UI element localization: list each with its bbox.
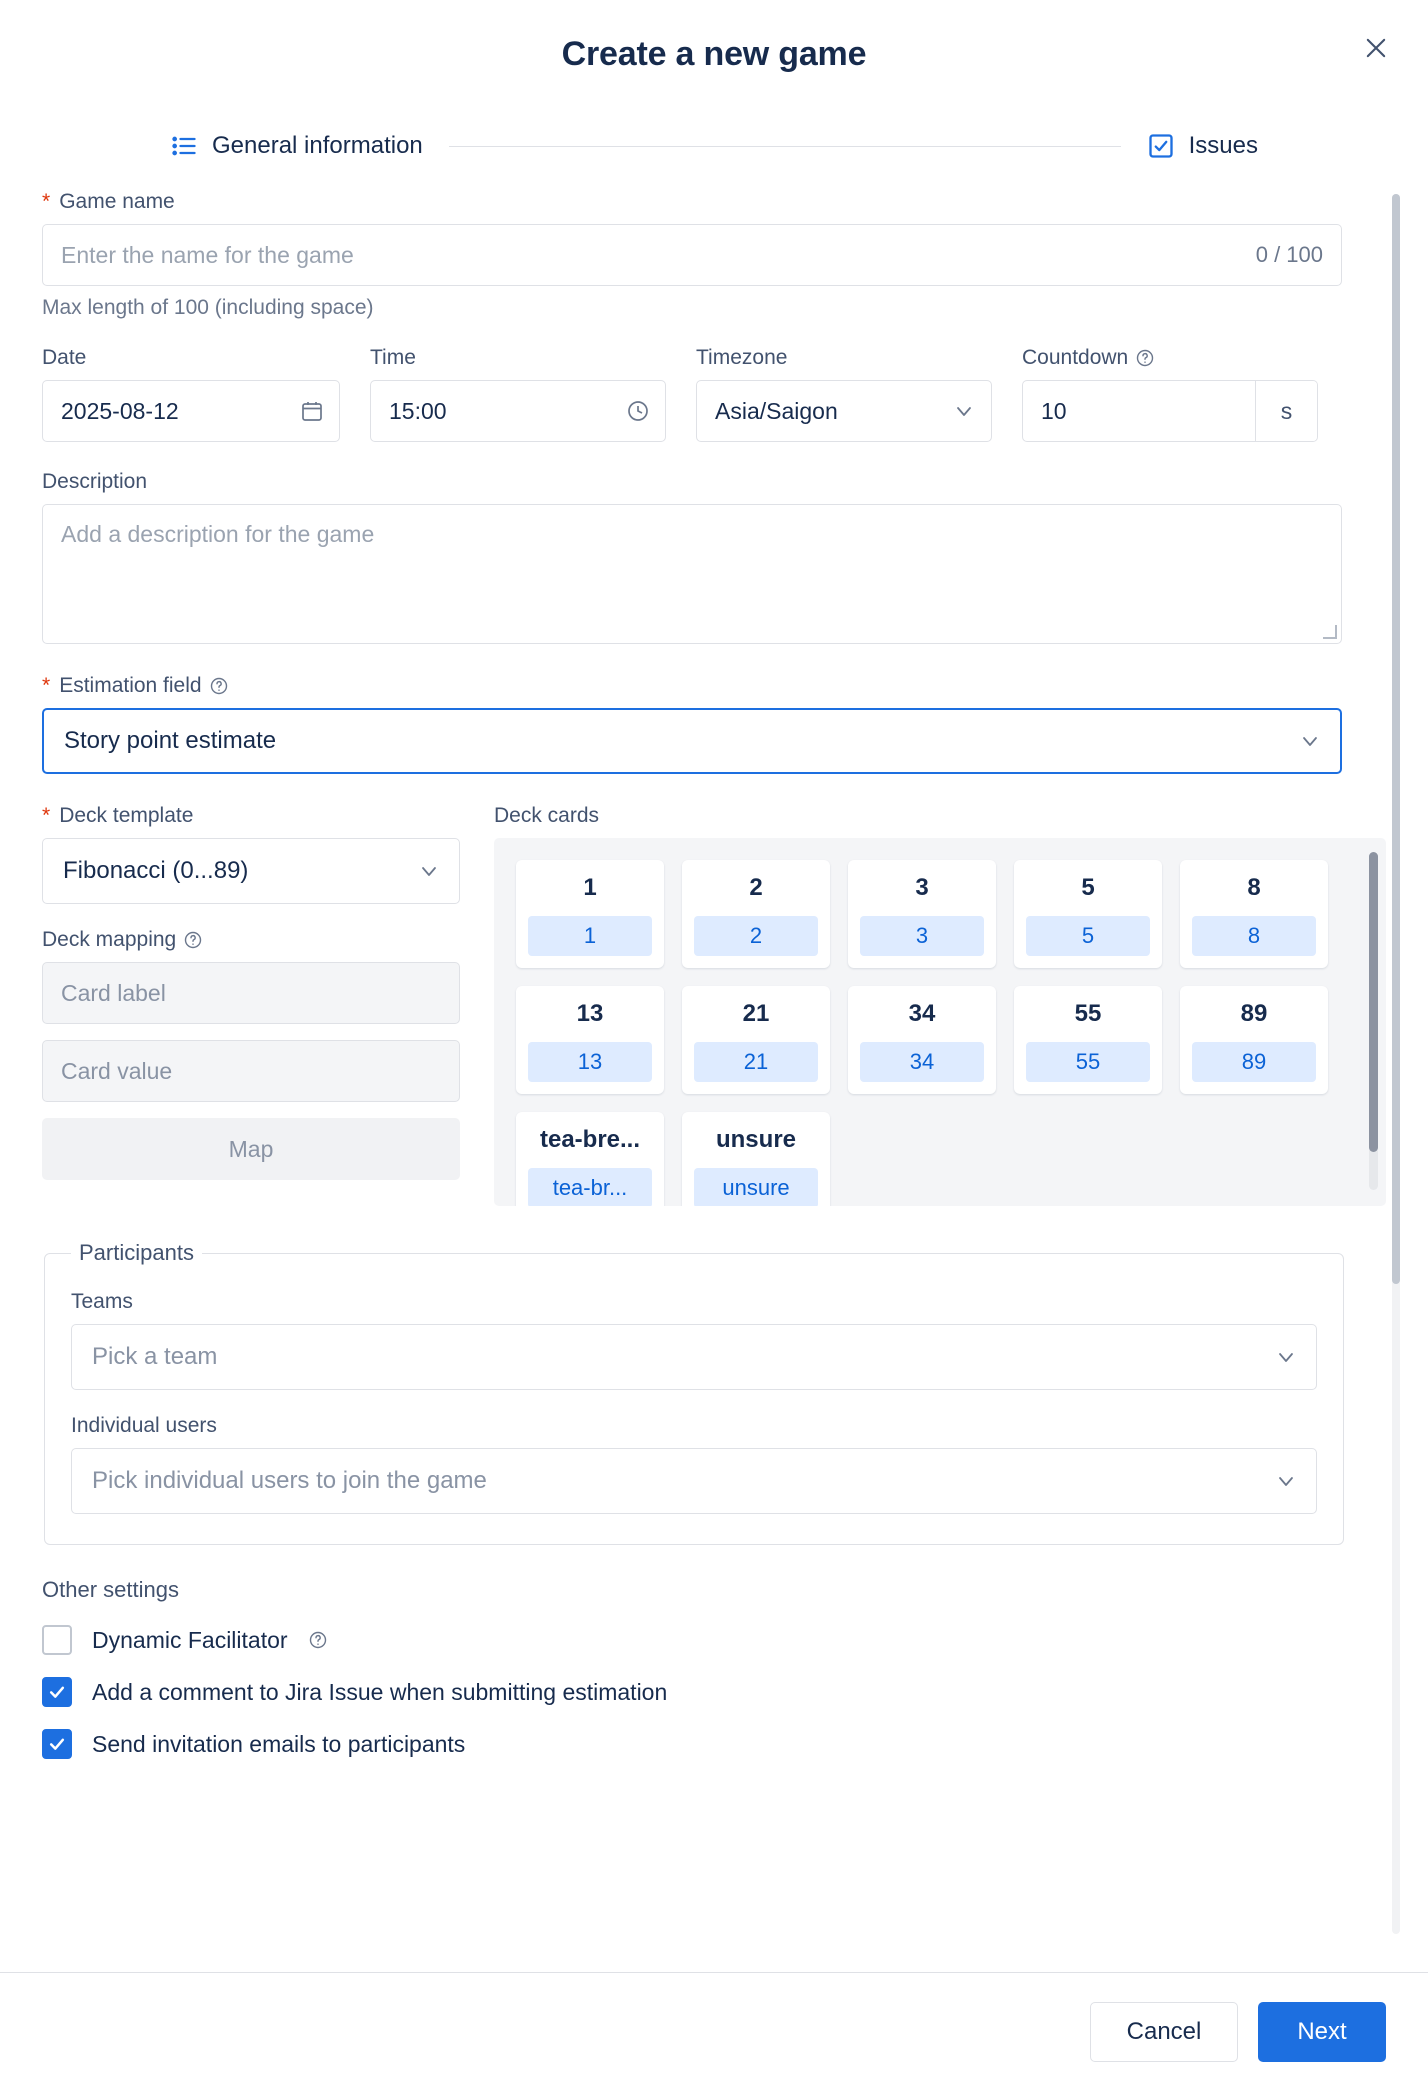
- map-button[interactable]: Map: [42, 1118, 460, 1180]
- estimation-field-select[interactable]: [42, 708, 1342, 774]
- deck-card-title: 13: [576, 1000, 604, 1027]
- countdown-field: [1022, 346, 1318, 442]
- deck-card-value: 21: [694, 1042, 818, 1082]
- game-name-hint: Max length of 100 (including space): [42, 296, 374, 319]
- help-icon[interactable]: [1135, 348, 1155, 368]
- deck-card-title: 3: [915, 874, 929, 901]
- schedule-row: [42, 346, 1386, 442]
- modal-body: [0, 184, 1428, 1972]
- deck-card-value: 3: [860, 916, 984, 956]
- chevron-down-icon[interactable]: [1274, 1345, 1298, 1369]
- time-value: 15:00: [389, 397, 447, 424]
- deck-card-title: 8: [1247, 874, 1261, 901]
- game-name-placeholder: Enter the name for the game: [61, 241, 354, 268]
- deck-cards-panel: [494, 838, 1386, 1206]
- deck-section: [42, 804, 1386, 1206]
- chevron-down-icon[interactable]: [1298, 729, 1322, 753]
- countdown-unit: s: [1255, 381, 1317, 441]
- deck-right-column: [494, 804, 1386, 1206]
- deck-card-value: 89: [1192, 1042, 1316, 1082]
- help-icon[interactable]: [209, 676, 229, 696]
- estimation-field-label: [42, 674, 1386, 698]
- scrollbar-thumb[interactable]: [1392, 194, 1400, 1284]
- deck-mapping-label: [42, 928, 460, 952]
- time-input[interactable]: [370, 380, 666, 442]
- timezone-select[interactable]: [696, 380, 992, 442]
- deck-card[interactable]: [848, 986, 996, 1094]
- timezone-label: Timezone: [696, 346, 788, 369]
- deck-card[interactable]: [682, 986, 830, 1094]
- clock-icon[interactable]: [626, 399, 650, 423]
- timezone-value: Asia/Saigon: [715, 397, 838, 424]
- date-label: Date: [42, 346, 87, 369]
- deck-card-title: unsure: [715, 1126, 796, 1153]
- step-issues[interactable]: [1147, 132, 1258, 160]
- deck-card-title: 1: [583, 874, 597, 901]
- modal-header: [0, 0, 1428, 108]
- individual-users-label: Individual users: [71, 1414, 217, 1437]
- deck-card-title: 21: [742, 1000, 770, 1027]
- deck-card-value: 2: [694, 916, 818, 956]
- estimation-field-value: Story point estimate: [64, 727, 277, 754]
- required-marker: *: [42, 804, 51, 827]
- deck-card-value: 34: [860, 1042, 984, 1082]
- deck-card-value: tea-br...: [528, 1168, 652, 1206]
- setting-add-comment[interactable]: [42, 1677, 1386, 1707]
- chevron-down-icon[interactable]: [1274, 1469, 1298, 1493]
- setting-dynamic-facilitator[interactable]: [42, 1625, 1386, 1655]
- deck-card-title: 5: [1081, 874, 1095, 901]
- next-button[interactable]: Next: [1258, 2002, 1386, 2062]
- setting-label: Add a comment to Jira Issue when submitting estimation: [92, 1678, 668, 1705]
- card-label-input[interactable]: [42, 962, 460, 1024]
- other-settings-label: Other settings: [42, 1577, 179, 1602]
- checkbox-send-invitations[interactable]: [42, 1729, 72, 1759]
- deck-card[interactable]: [516, 1112, 664, 1206]
- deck-card[interactable]: [516, 860, 664, 968]
- countdown-input-group[interactable]: [1022, 380, 1318, 442]
- modal-footer: [0, 1972, 1428, 2090]
- cancel-button[interactable]: Cancel: [1090, 2002, 1238, 2062]
- description-label: Description: [42, 470, 148, 493]
- label-text: Deck mapping: [42, 928, 177, 951]
- setting-label: Dynamic Facilitator: [92, 1626, 288, 1653]
- setting-send-invitations[interactable]: [42, 1729, 1386, 1759]
- countdown-value[interactable]: 10: [1041, 397, 1067, 424]
- deck-card-value: 8: [1192, 916, 1316, 956]
- deck-card[interactable]: [516, 986, 664, 1094]
- deck-card-title: 34: [908, 1000, 936, 1027]
- deck-card-value: unsure: [694, 1168, 818, 1206]
- description-placeholder: Add a description for the game: [61, 521, 375, 547]
- deck-card[interactable]: [1014, 860, 1162, 968]
- deck-template-select[interactable]: [42, 838, 460, 904]
- timezone-field: [696, 346, 992, 442]
- deck-card-value: 5: [1026, 916, 1150, 956]
- page-title: Create a new game: [561, 34, 867, 73]
- deck-cards-scrollbar-thumb[interactable]: [1369, 852, 1378, 1152]
- chevron-down-icon[interactable]: [952, 399, 976, 423]
- time-field: [370, 346, 666, 442]
- resize-handle[interactable]: [1323, 625, 1337, 639]
- deck-card-value: 55: [1026, 1042, 1150, 1082]
- deck-card-title: tea-bre...: [539, 1126, 641, 1153]
- participants-legend: Participants: [79, 1240, 194, 1265]
- game-name-label: [42, 190, 1386, 214]
- deck-card[interactable]: [682, 860, 830, 968]
- deck-cards-label: Deck cards: [494, 804, 600, 827]
- setting-label: Send invitation emails to participants: [92, 1730, 466, 1757]
- deck-card-title: 55: [1074, 1000, 1102, 1027]
- teams-select[interactable]: [71, 1324, 1317, 1390]
- individual-users-placeholder: Pick individual users to join the game: [92, 1467, 487, 1494]
- countdown-label: [1022, 346, 1318, 370]
- participants-section: [44, 1240, 1344, 1545]
- checkbox-icon: [1147, 132, 1175, 160]
- card-value-placeholder: Card value: [61, 1057, 173, 1084]
- date-field: [42, 346, 340, 442]
- chevron-down-icon[interactable]: [417, 859, 441, 883]
- card-value-input[interactable]: [42, 1040, 460, 1102]
- description-textarea[interactable]: [42, 504, 1342, 644]
- required-marker: *: [42, 190, 51, 213]
- deck-card[interactable]: [1180, 986, 1328, 1094]
- deck-template-value: Fibonacci (0...89): [63, 857, 249, 884]
- required-marker: *: [42, 674, 51, 697]
- checkbox-add-comment[interactable]: [42, 1677, 72, 1707]
- step-general-information[interactable]: [170, 132, 423, 160]
- calendar-icon[interactable]: [300, 399, 324, 423]
- deck-card-title: 89: [1240, 1000, 1268, 1027]
- individual-users-select[interactable]: [71, 1448, 1317, 1514]
- game-name-counter: 0 / 100: [1255, 242, 1323, 267]
- game-name-input[interactable]: [42, 224, 1342, 286]
- step-label: Issues: [1188, 132, 1258, 159]
- list-icon: [170, 132, 198, 160]
- deck-card-title: 2: [749, 874, 763, 901]
- deck-card[interactable]: [1180, 860, 1328, 968]
- deck-card-value: 13: [528, 1042, 652, 1082]
- date-input[interactable]: [42, 380, 340, 442]
- deck-card[interactable]: [848, 860, 996, 968]
- card-label-placeholder: Card label: [61, 979, 166, 1006]
- deck-template-label: [42, 804, 460, 828]
- label-text: Countdown: [1022, 346, 1129, 369]
- stepper: [0, 108, 1428, 184]
- teams-label: Teams: [71, 1290, 133, 1313]
- date-value: 2025-08-12: [61, 397, 179, 424]
- help-icon[interactable]: [183, 930, 203, 950]
- help-icon[interactable]: [308, 1630, 328, 1650]
- close-icon[interactable]: [1354, 26, 1398, 70]
- label-text: Deck template: [59, 804, 194, 827]
- label-text: Estimation field: [59, 674, 202, 697]
- deck-card-value: 1: [528, 916, 652, 956]
- teams-placeholder: Pick a team: [92, 1343, 218, 1370]
- time-label: Time: [370, 346, 416, 369]
- step-label: General information: [212, 132, 423, 159]
- label-text: Game name: [59, 190, 175, 213]
- deck-cards-grid: [516, 860, 1366, 1206]
- stepper-divider: [449, 146, 1121, 147]
- checkbox-dynamic-facilitator[interactable]: [42, 1625, 72, 1655]
- deck-left-column: [42, 804, 460, 1206]
- deck-card[interactable]: [1014, 986, 1162, 1094]
- deck-card[interactable]: [682, 1112, 830, 1206]
